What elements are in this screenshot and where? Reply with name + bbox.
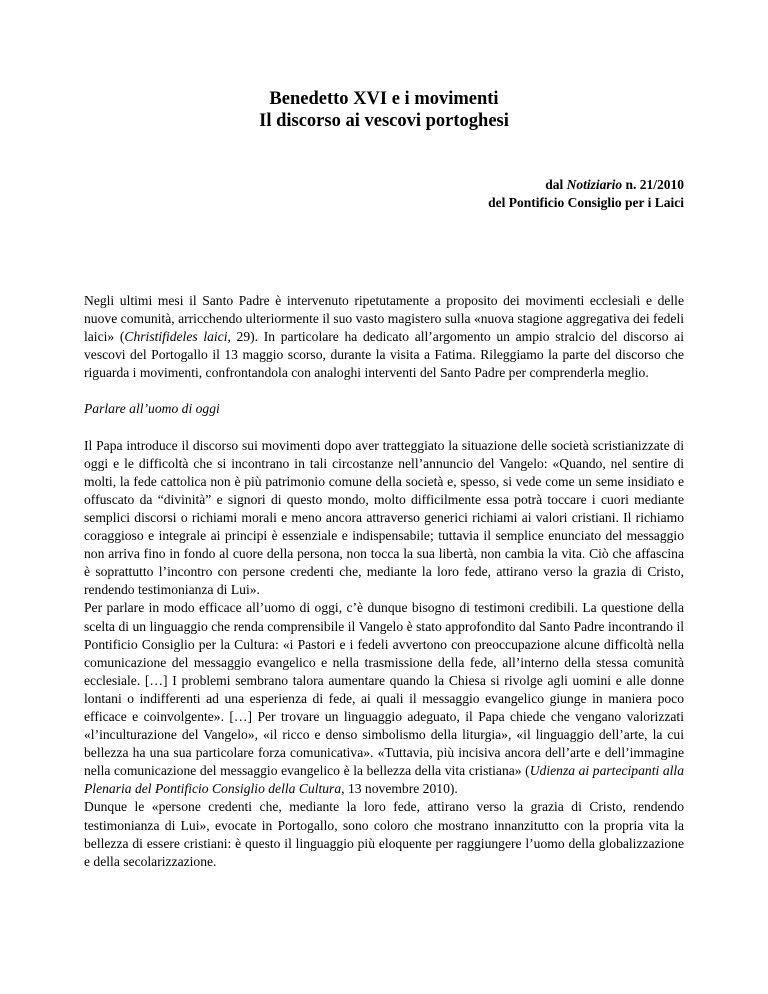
- source-prefix: dal: [545, 177, 567, 192]
- intro-text-2: , 29). In particolare ha dedicato all’argomento un ampio stralcio del discorso ai vescovi del Portogallo il 13 maggio scorso, durante la visita a Fatima. Rileggiamo la parte del discorso che riguarda i movimenti, confrontandola con analoghi interventi del Santo Padre per comprenderla meglio.: [84, 329, 684, 381]
- para2-citation: Udienza ai partecipanti alla Plenaria del Pontificio Consiglio della Cultura: [84, 763, 684, 797]
- section-heading: Parlare all’uomo di oggi: [84, 401, 220, 417]
- title-line-1: Benedetto XVI e i movimenti: [269, 89, 499, 109]
- body-paragraph-2: [84, 599, 684, 798]
- body-paragraph-3: Dunque le «persone credenti che, mediante la loro fede, attirano verso la grazia di Cristo, rendendo testimonianza di Lui», evocate in Portogallo, sono coloro che mostrano innanzitutto con la propria vita la bellezza di essere cristiani: è questo il linguaggio più eloquente per raggiungere l’uomo della globalizzazione e della secolarizzazione.: [84, 799, 684, 869]
- source-line-2: del Pontificio Consiglio per i Laici: [488, 195, 684, 210]
- para2-text-2: , 13 novembre 2010).: [341, 781, 458, 797]
- document-title: [84, 88, 684, 132]
- source-attribution: [84, 176, 684, 212]
- body-paragraph-1: Il Papa introduce il discorso sui movimenti dopo aver tratteggiato la situazione delle società scristianizzate di oggi e le difficoltà che si incontrano in tali circostanze nell’annuncio del Vangelo: «Quando, nel sentire di molti, la fede cattolica non è più patrimonio comune della società e, spesso, si vede come un seme insidiato e offuscato da “divinità” e signori di questo mondo, molto difficilmente essa potrà toccare i cuori mediante semplici discorsi o richiami morali e meno ancora attraverso generici richiami ai valori cristiani. Il richiamo coraggioso e integrale ai principi è essenziale e indispensabile; tuttavia il semplice enunciato del messaggio non arriva fino in fondo al cuore della persona, non tocca la sua libertà, non cambia la vita. Ciò che affascina è soprattutto l’incontro con persone credenti che, mediante la loro fede, attirano verso la grazia di Cristo, rendendo testimonianza di Lui».: [84, 437, 684, 598]
- source-line-1: [84, 176, 684, 194]
- source-publication: Notiziario: [566, 177, 623, 192]
- para2-text-1: Per parlare in modo efficace all’uomo di oggi, c’è dunque bisogno di testimoni credibili. La questione della scelta di un linguaggio che renda comprensibile il Vangelo è stato approfondito dal Santo Padre incontrando il Pontificio Consiglio per la Cultura: «i Pastori e i fedeli avvertono con preoccupazione alcune difficoltà nella comunicazione del messaggio evangelico e nella trasmissione della fede, all’interno della stessa comunità ecclesiale. […] I problemi sembrano talora aumentare quando la Chiesa si rivolge agli uomini e alle donne lontani o indifferenti ad una esperienza di fede, ai quali il messaggio evangelico giunge in maniera poco efficace e coinvolgente». […] Per trovare un linguaggio adeguato, il Papa chiede che vengano valorizzati «l’inculturazione del Vangelo», «il ricco e denso simbolismo della liturgia», «il linguaggio dell’arte, la cui bellezza ha una sua particolare forza comunicativa». «Tuttavia, più incisiva ancora dell’arte e dell’immagine nella comunicazione del messaggio evangelico è la bellezza della vita cristiana» (: [84, 600, 684, 779]
- source-issue: n. 21/2010: [622, 177, 684, 192]
- document-page: [84, 0, 684, 994]
- intro-paragraph: [84, 292, 684, 382]
- article-body: [84, 292, 684, 871]
- intro-citation: Christifideles laici: [124, 329, 228, 345]
- intro-text-1: Negli ultimi mesi il Santo Padre è intervenuto ripetutamente a proposito dei movimenti ecclesiali e delle nuove comunità, arricchendo ulteriormente il suo vasto magistero sulla «nuova stagione aggregativa dei fedeli laici» (: [84, 293, 684, 345]
- title-line-2: Il discorso ai vescovi portoghesi: [259, 111, 509, 131]
